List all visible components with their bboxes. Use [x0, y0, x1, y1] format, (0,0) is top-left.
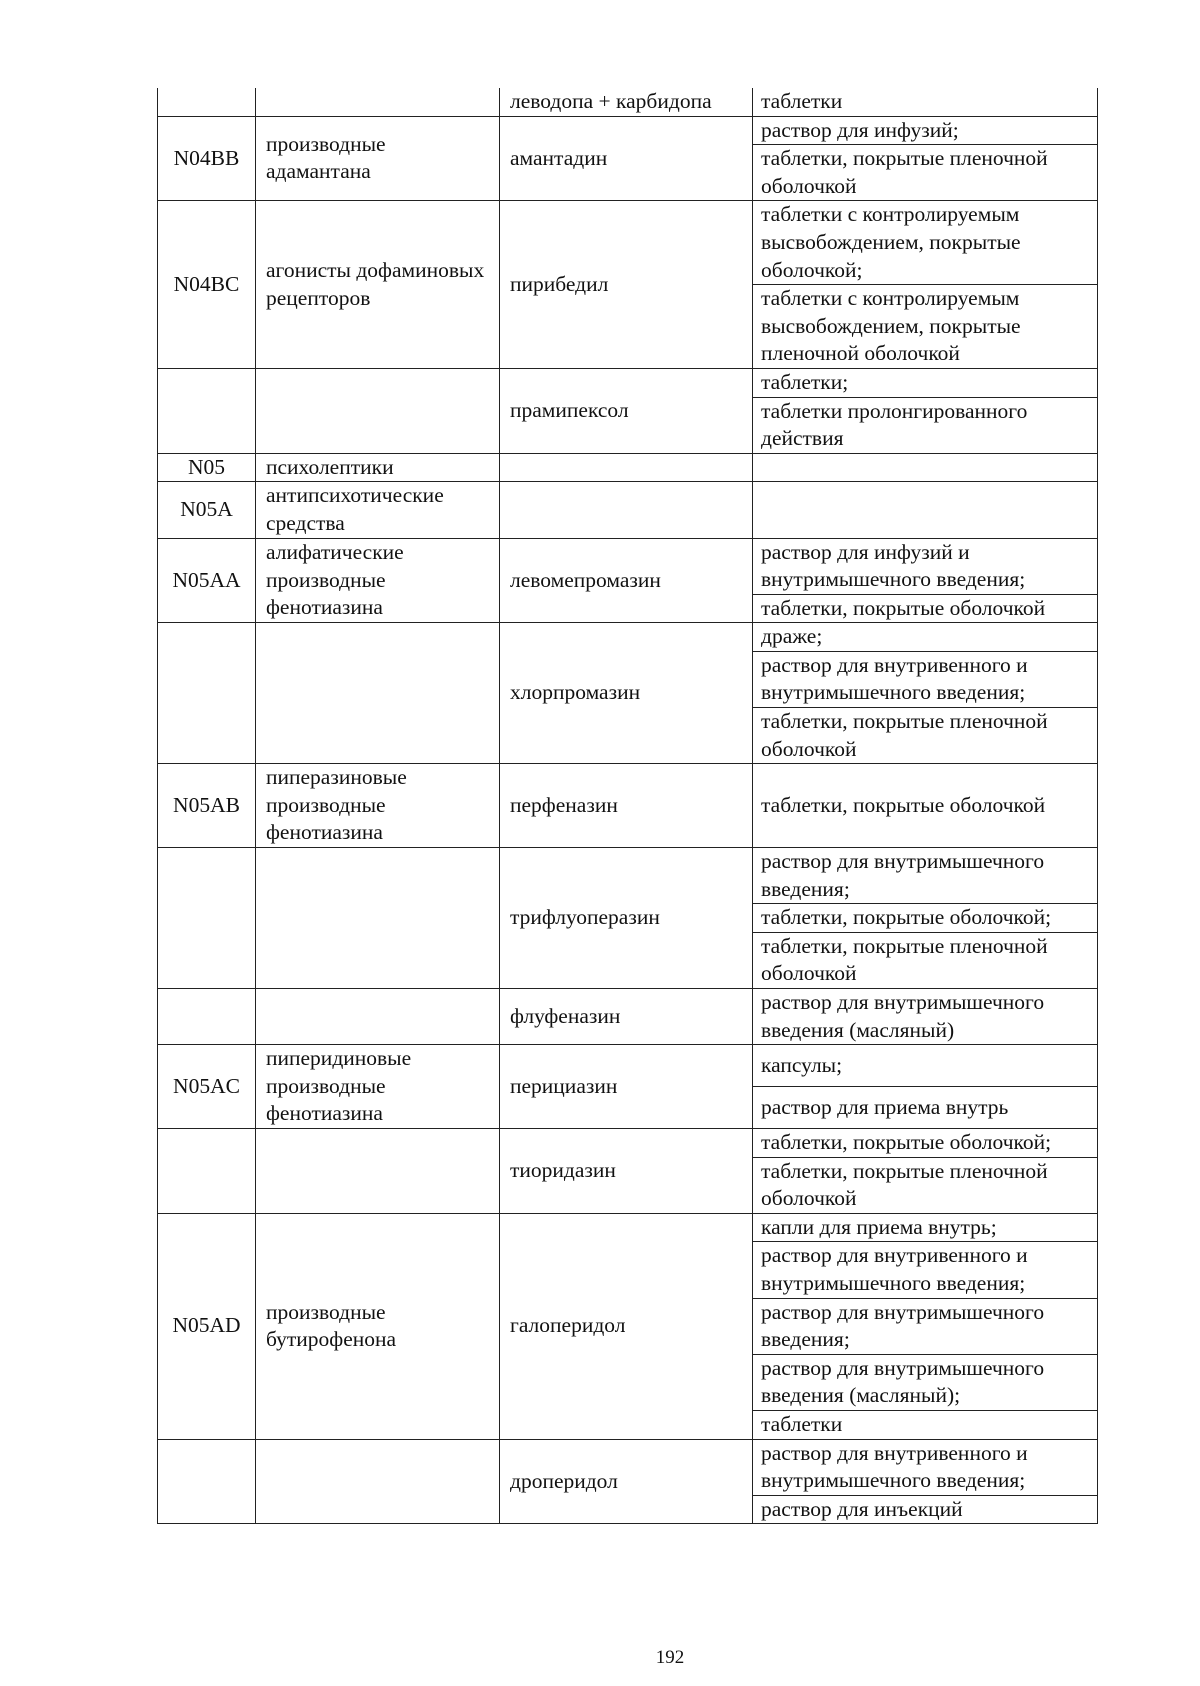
dosage-form-cell: таблетки, покрытые пленочной оболочкой — [753, 932, 1098, 988]
dosage-form-cell: таблетки, покрытые пленочной оболочкой — [753, 708, 1098, 764]
atc-code-cell — [158, 1128, 256, 1213]
drug-name-cell: амантадин — [500, 116, 753, 201]
table-row — [158, 1045, 1098, 1087]
dosage-form-cell: раствор для внутривенного и внутримышечного введения; — [753, 1439, 1098, 1495]
drug-name-cell: пирибедил — [500, 201, 753, 369]
drug-name-cell: тиоридазин — [500, 1128, 753, 1213]
table-row — [158, 88, 1098, 116]
dosage-form-cell: таблетки; — [753, 368, 1098, 397]
group-name-cell: антипсихотические средства — [256, 482, 500, 538]
table-row — [158, 848, 1098, 904]
drug-name-cell: перфеназин — [500, 764, 753, 848]
atc-code-cell — [158, 848, 256, 989]
drug-name-cell: леводопа + карбидопа — [500, 88, 753, 116]
group-name-cell — [256, 989, 500, 1045]
dosage-form-cell: раствор для инъекций — [753, 1495, 1098, 1524]
dosage-form-cell: раствор для приема внутрь — [753, 1087, 1098, 1129]
group-name-cell — [256, 368, 500, 453]
group-name-cell: психолептики — [256, 453, 500, 482]
table-row — [158, 453, 1098, 482]
dosage-form-cell: раствор для внутримышечного введения; — [753, 848, 1098, 904]
group-name-cell — [256, 1128, 500, 1213]
drug-table-body — [158, 88, 1098, 1524]
drug-name-cell: прамипексол — [500, 368, 753, 453]
dosage-form-cell: таблетки, покрытые оболочкой; — [753, 904, 1098, 933]
table-row — [158, 764, 1098, 848]
dosage-form-cell: раствор для внутривенного и внутримышечного введения; — [753, 651, 1098, 707]
dosage-form-cell: таблетки — [753, 88, 1098, 116]
dosage-form-cell: таблетки с контролируемым высвобождением, покрытые оболочкой; — [753, 201, 1098, 285]
dosage-form-cell: раствор для внутривенного и внутримышечного введения; — [753, 1242, 1098, 1298]
table-row — [158, 1439, 1098, 1495]
page-number: 192 — [655, 1647, 685, 1668]
group-name-cell — [256, 848, 500, 989]
table-row — [158, 201, 1098, 285]
group-name-cell — [256, 1439, 500, 1524]
table-row — [158, 482, 1098, 538]
dosage-form-cell: таблетки, покрытые пленочной оболочкой — [753, 145, 1098, 201]
drug-name-cell — [500, 453, 753, 482]
dosage-form-cell: таблетки с контролируемым высвобождением, покрытые пленочной оболочкой — [753, 285, 1098, 369]
dosage-form-cell: таблетки, покрытые оболочкой — [753, 764, 1098, 848]
drug-name-cell: галоперидол — [500, 1213, 753, 1439]
atc-code-cell: N05AC — [158, 1045, 256, 1129]
drug-name-cell — [500, 482, 753, 538]
table-row — [158, 989, 1098, 1045]
atc-code-cell: N05A — [158, 482, 256, 538]
dosage-form-cell: раствор для внутримышечного введения (масляный); — [753, 1354, 1098, 1410]
drug-name-cell: левомепромазин — [500, 538, 753, 623]
dosage-form-cell: драже; — [753, 623, 1098, 652]
group-name-cell — [256, 88, 500, 116]
table-row — [158, 1213, 1098, 1242]
group-name-cell: производные бутирофенона — [256, 1213, 500, 1439]
atc-code-cell — [158, 88, 256, 116]
table-row — [158, 116, 1098, 145]
dosage-form-cell: таблетки пролонгированного действия — [753, 397, 1098, 453]
atc-code-cell — [158, 368, 256, 453]
dosage-form-cell: капсулы; — [753, 1045, 1098, 1087]
drug-name-cell: хлорпромазин — [500, 623, 753, 764]
dosage-form-cell — [753, 453, 1098, 482]
atc-code-cell: N04BB — [158, 116, 256, 201]
atc-code-cell — [158, 989, 256, 1045]
dosage-form-cell: таблетки, покрытые оболочкой — [753, 594, 1098, 623]
dosage-form-cell: раствор для внутримышечного введения (масляный) — [753, 989, 1098, 1045]
atc-code-cell: N05AA — [158, 538, 256, 623]
dosage-form-cell: таблетки — [753, 1410, 1098, 1439]
dosage-form-cell: раствор для внутримышечного введения; — [753, 1298, 1098, 1354]
drug-table — [157, 88, 1098, 1524]
atc-code-cell — [158, 623, 256, 764]
drug-name-cell: перициазин — [500, 1045, 753, 1129]
group-name-cell: пиперидиновые производные фенотиазина — [256, 1045, 500, 1129]
group-name-cell: пиперазиновые производные фенотиазина — [256, 764, 500, 848]
group-name-cell: агонисты дофаминовых рецепторов — [256, 201, 500, 369]
group-name-cell: производные адамантана — [256, 116, 500, 201]
drug-name-cell: трифлуоперазин — [500, 848, 753, 989]
atc-code-cell: N05 — [158, 453, 256, 482]
drug-name-cell: флуфеназин — [500, 989, 753, 1045]
dosage-form-cell: капли для приема внутрь; — [753, 1213, 1098, 1242]
group-name-cell — [256, 623, 500, 764]
dosage-form-cell: раствор для инфузий и внутримышечного введения; — [753, 538, 1098, 594]
atc-code-cell: N05AD — [158, 1213, 256, 1439]
group-name-cell: алифатические производные фенотиазина — [256, 538, 500, 623]
atc-code-cell: N05AB — [158, 764, 256, 848]
table-row — [158, 623, 1098, 652]
dosage-form-cell: таблетки, покрытые оболочкой; — [753, 1128, 1098, 1157]
dosage-form-cell — [753, 482, 1098, 538]
table-row — [158, 1128, 1098, 1157]
dosage-form-cell: таблетки, покрытые пленочной оболочкой — [753, 1157, 1098, 1213]
dosage-form-cell: раствор для инфузий; — [753, 116, 1098, 145]
table-row — [158, 538, 1098, 594]
drug-name-cell: дроперидол — [500, 1439, 753, 1524]
atc-code-cell: N04BC — [158, 201, 256, 369]
atc-code-cell — [158, 1439, 256, 1524]
table-row — [158, 368, 1098, 397]
